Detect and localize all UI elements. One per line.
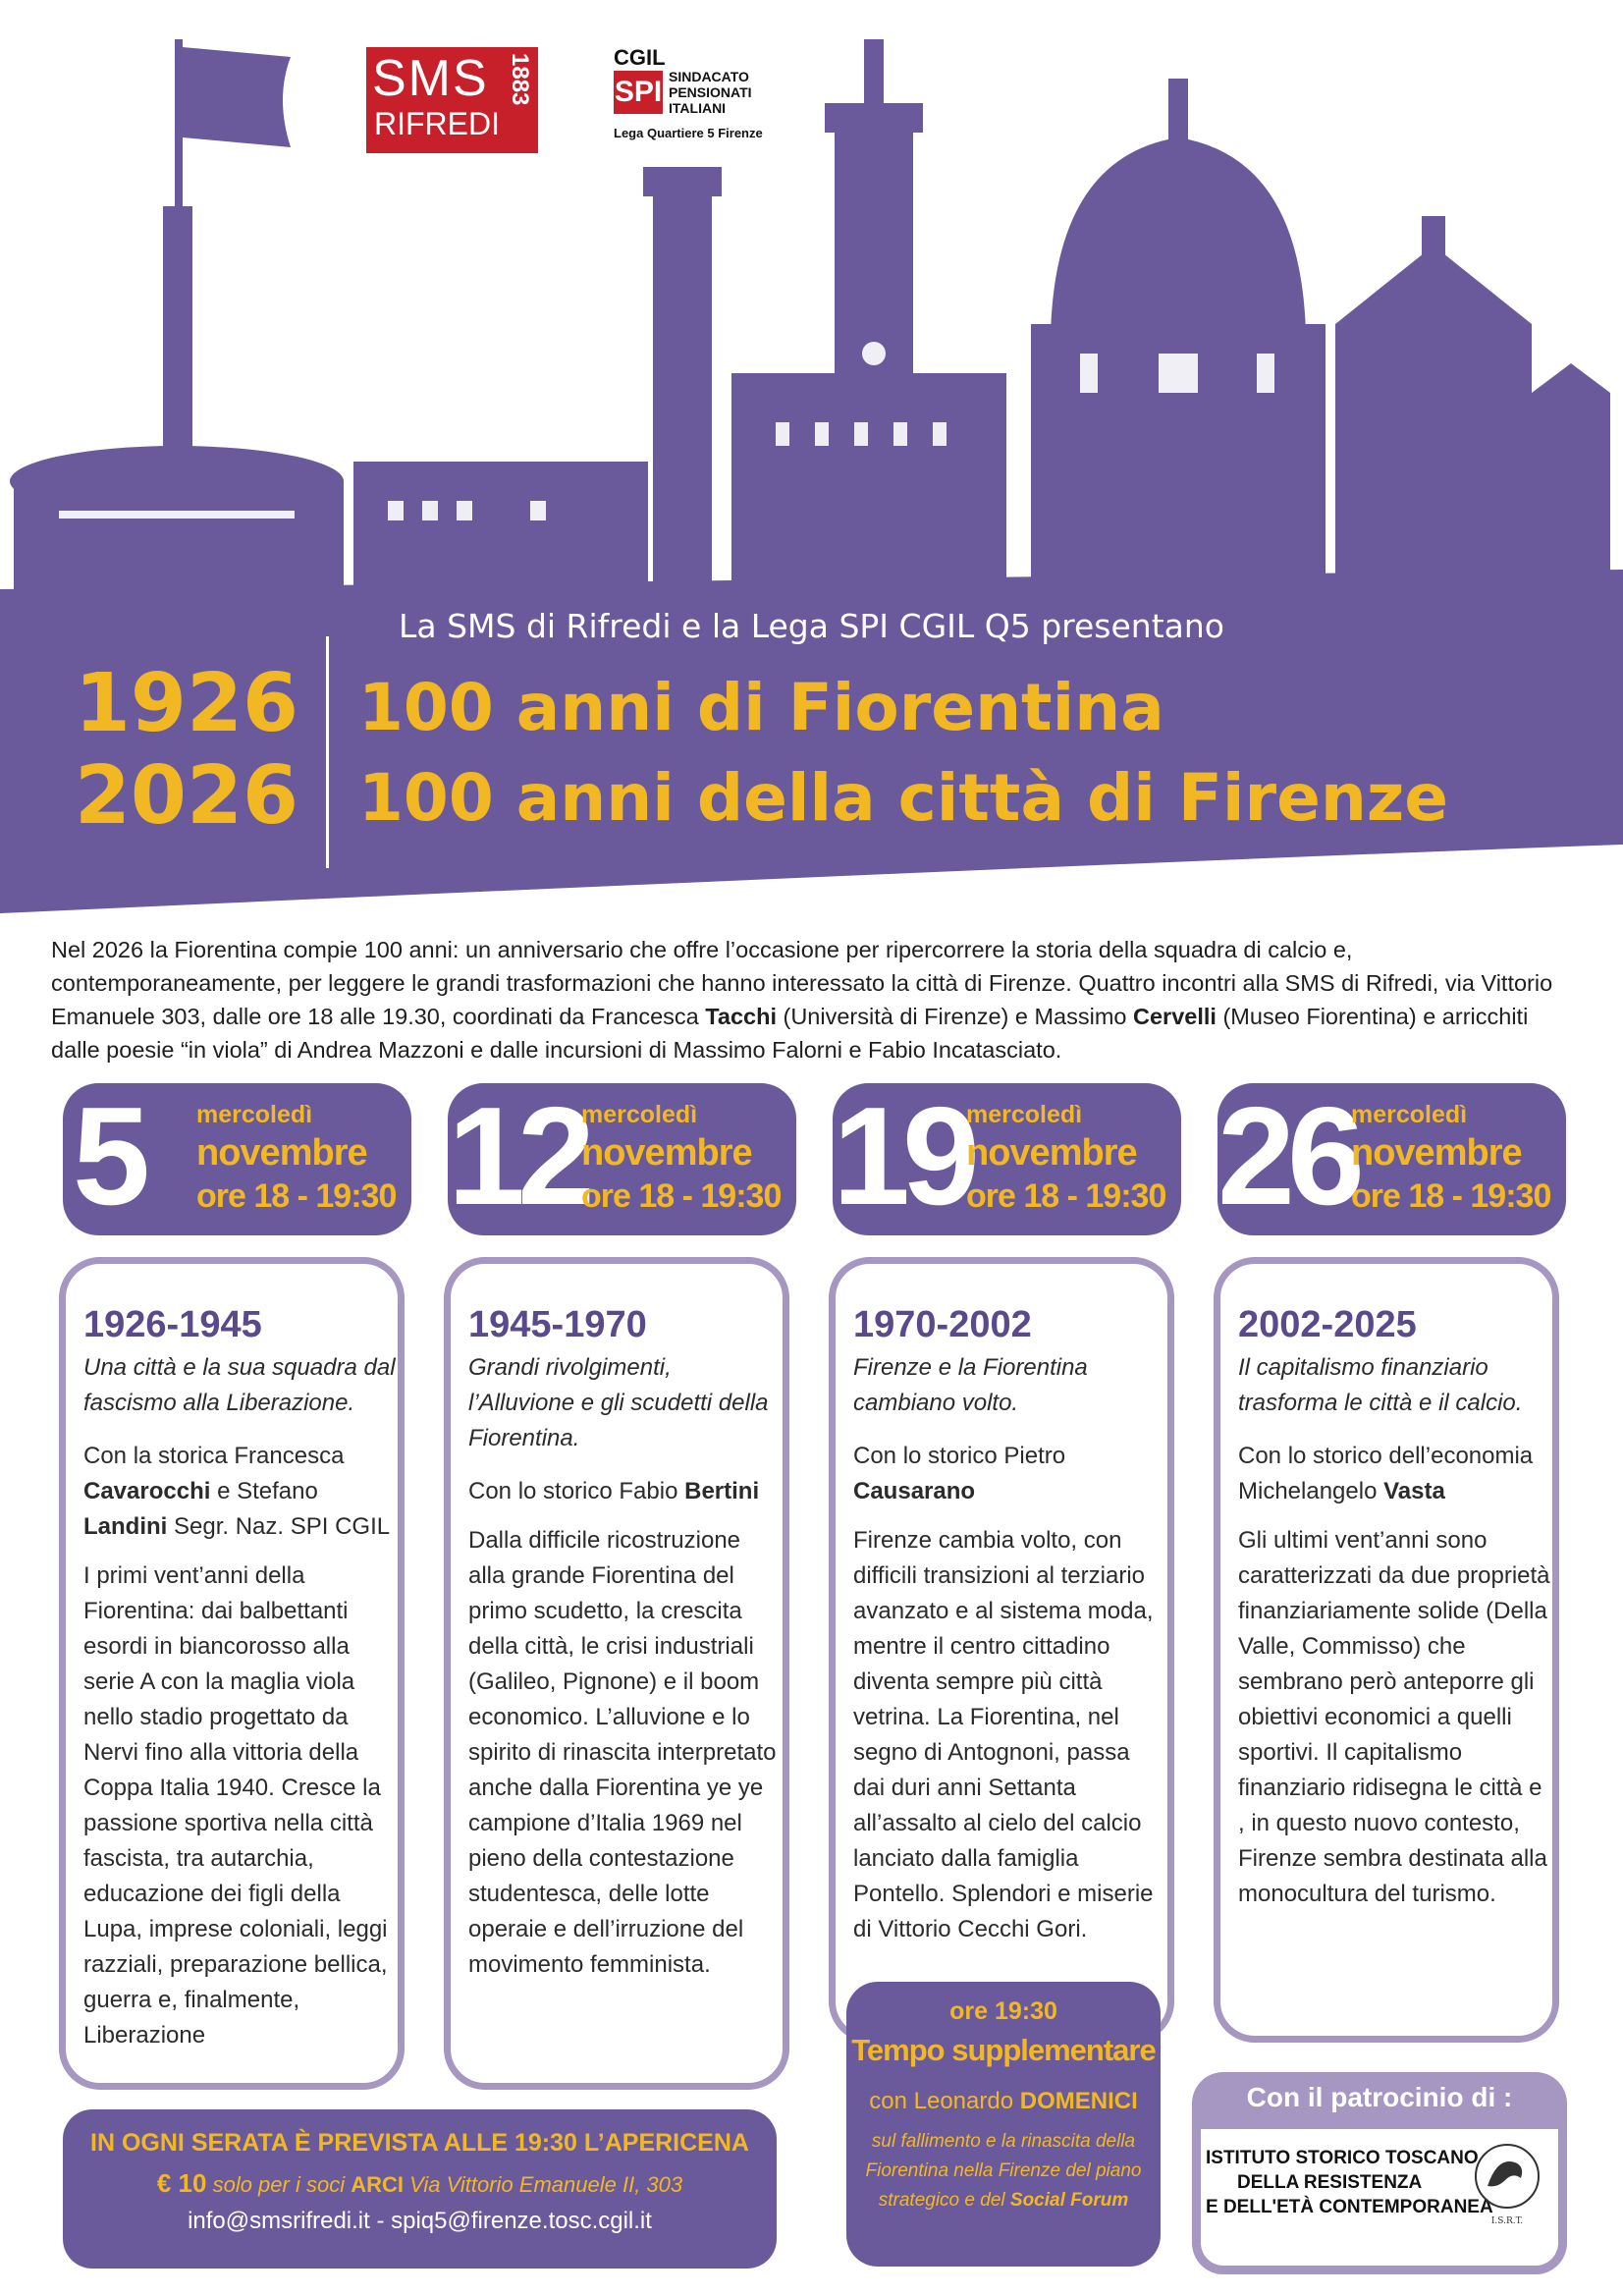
title-line1: 100 anni di Fiorentina	[358, 670, 1164, 745]
guest-bold-2: Landini	[83, 1513, 168, 1540]
title-line2: 100 anni della città di Firenze	[358, 760, 1449, 836]
date-time: ore 18 - 19:30	[966, 1177, 1166, 1215]
extra-time-hour: ore 19:30	[949, 1997, 1057, 2025]
guest-text-mid: e Stefano	[210, 1478, 318, 1504]
date-weekday: mercoledì	[966, 1101, 1083, 1128]
date-day-number: 19	[833, 1078, 972, 1234]
intro-bold-1: Tacchi	[705, 1004, 777, 1029]
date-weekday: mercoledì	[196, 1101, 313, 1128]
presents-line: La SMS di Rifredi e la Lega SPI CGIL Q5 presentano	[399, 607, 1224, 645]
sms-logo-line1: SMS	[372, 50, 489, 107]
apericena-headline: IN OGNI SERATA È PREVISTA ALLE 19:30 L’APERICENA	[90, 2129, 749, 2157]
guest-bold-1: Cavarocchi	[83, 1478, 211, 1504]
date-time: ore 18 - 19:30	[1351, 1177, 1551, 1215]
event-subtitle: Grandi rivolgimenti, l’Alluvione e gli scudetti della Fiorentina.	[468, 1354, 769, 1451]
apericena-address: Via Vittorio Emanuele II, 303	[403, 2172, 683, 2197]
event-card-2	[444, 1257, 789, 2090]
spi-badge: SPI	[614, 71, 663, 114]
intro-text-1: Nel 2026 la Fiorentina compie 100 anni: un anniversario che offre l’occasione per ripercorrere la storia della squadra di calcio e, contemporaneamente, per leggere le grandi trasformazioni che hanno interessato la città di Firenze. Quattro incontri alla SMS di Rifredi, via Vittorio Emanuele 303, dalle ore 18 alle 19.30, coordinati da Francesca	[51, 937, 1553, 1029]
extra-time-title: Tempo supplementare	[851, 2033, 1156, 2067]
sms-logo-year: 1883	[507, 53, 533, 106]
isrt-seal-icon	[1468, 2139, 1546, 2227]
year-start: 1926	[74, 657, 299, 750]
event-guest	[83, 1439, 398, 1545]
event-period: 2002-2025	[1238, 1304, 1417, 1345]
isrt-seal-text: I.S.R.T.	[1490, 2216, 1524, 2226]
date-day-number: 5	[73, 1078, 142, 1234]
extra-guest-name: DOMENICI	[1019, 2088, 1138, 2114]
intro-text-2: (Università di Firenze) e Massimo	[776, 1004, 1134, 1029]
event-body: Dalla difficile ricostruzione alla grande Fiorentina del primo scudetto, la crescita della città, le crisi industriali (Galileo, Pignone) e il boom economico. L’alluvione e lo spirito di rinascita interpretato anche dalla Fiorentina ye ye campione d’Italia 1969 nel pieno della contestazione studentesca, delle lotte operaie e dell’irruzione del movimento femminista.	[468, 1527, 777, 1978]
event-guest	[468, 1474, 783, 1509]
guest-text: Con lo storico Fabio	[468, 1478, 685, 1504]
date-time: ore 18 - 19:30	[196, 1177, 397, 1215]
header-divider	[326, 636, 329, 868]
apericena-price	[63, 2168, 777, 2199]
price-note: solo per i soci	[206, 2172, 352, 2197]
spi-name-1: SINDACATO	[669, 69, 749, 84]
date-month: novembre	[196, 1132, 367, 1174]
event-subtitle: Una città e la sua squadra dal fascismo alla Liberazione.	[83, 1354, 396, 1416]
sms-rifredi-logo	[366, 47, 538, 153]
intro-text-3: (Museo Fiorentina) e arricchiti dalle poesie “in viola” di Andrea Mazzoni e dalle incursioni di Massimo Falorni e Fabio Incatasciato.	[51, 1004, 1529, 1063]
spi-name-2: PENSIONATI	[669, 84, 752, 100]
extra-guest-text: con Leonardo	[869, 2088, 1020, 2114]
extra-desc-bold: Social Forum	[1009, 2190, 1129, 2211]
event-body: Gli ultimi vent’anni sono caratterizzati da due proprietà finanziariamente solide (Della Valle, Commisso) che sembrano però anteporre gli obiettivi economici a quelli sportivi. Il capitalismo finanziario ridisegna le città e , in questo nuovo contesto, Firenze sembra destinata alla monocultura del turismo.	[1238, 1527, 1550, 1907]
arci-label: ARCI	[351, 2172, 404, 2197]
patronage-line1: ISTITUTO STORICO TOSCANO	[1206, 2148, 1479, 2168]
date-time: ore 18 - 19:30	[581, 1177, 782, 1215]
event-card-3	[829, 1257, 1174, 2043]
date-weekday: mercoledì	[581, 1101, 698, 1128]
guest-text-post: Segr. Naz. SPI CGIL	[167, 1513, 391, 1540]
event-guest	[1238, 1439, 1552, 1509]
date-month: novembre	[581, 1132, 752, 1174]
extra-time-box	[846, 1982, 1161, 2267]
guest-text: Con lo storico Pietro	[853, 1443, 1066, 1469]
price-value: € 10	[156, 2168, 207, 2198]
apericena-contacts[interactable]: info@smsrifredi.it - spiq5@firenze.tosc.cgil.it	[188, 2208, 652, 2234]
patronage-line2: DELLA RESISTENZA	[1237, 2172, 1423, 2193]
event-period: 1945-1970	[468, 1304, 647, 1345]
guest-bold-1: Causarano	[853, 1478, 976, 1504]
sms-logo-line2: RIFREDI	[374, 106, 500, 141]
patronage-line3: E DELL'ETÀ CONTEMPORANEA	[1206, 2197, 1493, 2217]
guest-bold-1: Vasta	[1383, 1478, 1445, 1504]
apericena-box	[63, 2109, 777, 2269]
date-tab-4	[1217, 1078, 1566, 1235]
event-card-4	[1214, 1257, 1559, 2043]
event-period: 1926-1945	[83, 1304, 262, 1345]
date-tab-1	[63, 1078, 411, 1235]
spi-sub: Lega Quartiere 5 Firenze	[614, 126, 763, 140]
intro-paragraph	[51, 933, 1573, 1066]
guest-text: Con lo storico dell’economia Michelangelo	[1238, 1443, 1534, 1504]
extra-time-guest	[846, 2088, 1161, 2115]
date-tab-3	[833, 1078, 1181, 1235]
date-tab-2	[448, 1078, 796, 1235]
year-end: 2026	[74, 749, 299, 843]
date-day-number: 12	[448, 1078, 587, 1234]
extra-desc-text: sul fallimento e la rinascita della Fiorentina nella Firenze del piano strategico e del	[865, 2131, 1142, 2211]
date-month: novembre	[966, 1132, 1137, 1174]
date-day-number: 26	[1217, 1078, 1357, 1234]
event-period: 1970-2002	[853, 1304, 1032, 1345]
date-weekday: mercoledì	[1351, 1101, 1468, 1128]
spi-name-3: ITALIANI	[669, 100, 727, 116]
event-card-1	[59, 1257, 405, 2090]
event-body: I primi vent’anni della Fiorentina: dai balbettanti esordi in biancorosso alla serie A con la maglia viola nello stadio progettato da Nervi fino alla vittoria della Coppa Italia 1940. Cresce la passione sportiva nella città fascista, tra autarchia, educazione dei figli della Lupa, imprese coloniali, leggi razziali, preparazione bellica, guerra e, finalmente, Liberazione	[83, 1562, 388, 2049]
extra-time-desc	[856, 2127, 1151, 2215]
patronage-title: Con il patrocinio di :	[1246, 2082, 1513, 2112]
fiorentina-flag-icon	[183, 47, 291, 147]
event-subtitle: Il capitalismo finanziario trasforma le città e il calcio.	[1238, 1354, 1523, 1416]
cgil-label: CGIL	[614, 45, 666, 70]
intro-bold-2: Cervelli	[1133, 1004, 1217, 1029]
event-subtitle: Firenze e la Fiorentina cambiano volto.	[853, 1354, 1088, 1416]
guest-text: Con la storica Francesca	[83, 1443, 345, 1469]
event-body: Firenze cambia volto, con difficili transizioni al terziario avanzato e al sistema moda, mentre il centro cittadino diventa sempre più città vetrina. La Fiorentina, nel segno di Antognoni, passa dai duri anni Settanta all’assalto al cielo del calcio lanciato dalla famiglia Pontello. Splendori e miserie di Vittorio Cecchi Gori.	[853, 1527, 1154, 1942]
event-guest	[853, 1439, 1167, 1509]
date-month: novembre	[1351, 1132, 1522, 1174]
spi-cgil-logo	[614, 45, 810, 153]
guest-bold-1: Bertini	[684, 1478, 760, 1504]
